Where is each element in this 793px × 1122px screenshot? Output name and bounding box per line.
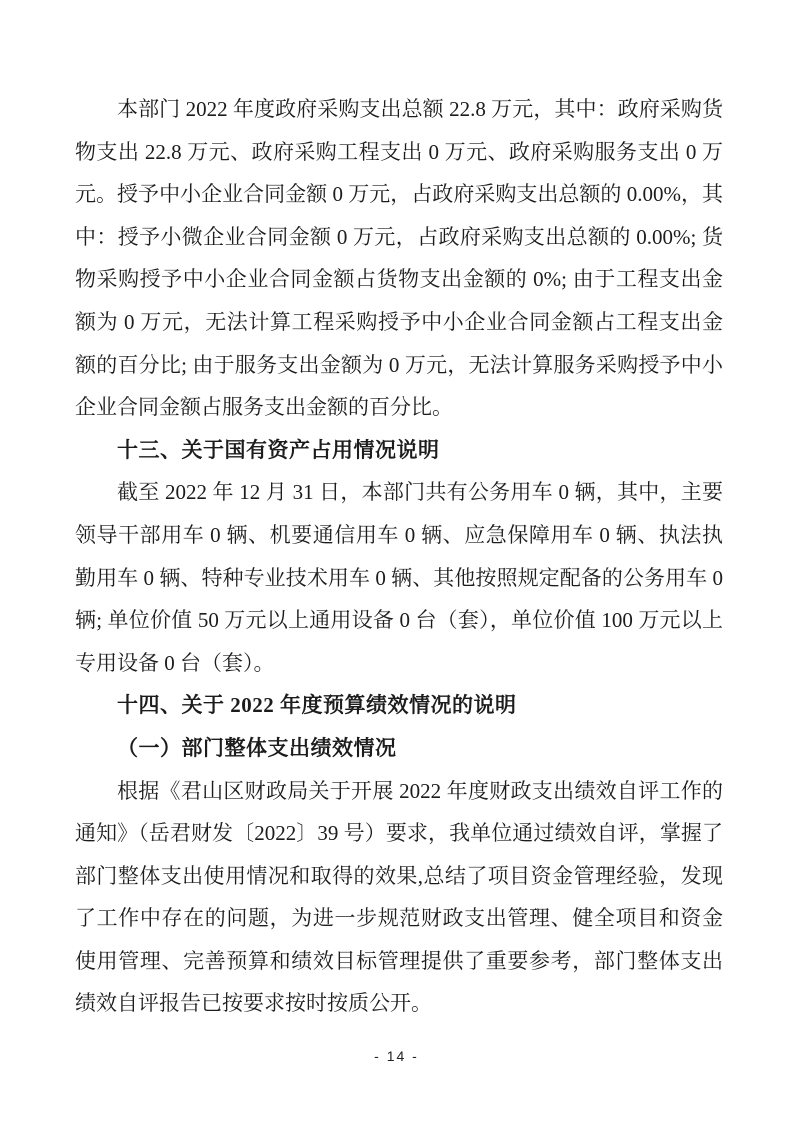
section-heading-state-assets: 十三、关于国有资产占用情况说明 xyxy=(117,437,440,462)
document-body xyxy=(75,88,723,1025)
subsection-heading-overall-expenditure: （一）部门整体支出绩效情况 xyxy=(117,735,397,760)
page-footer xyxy=(0,1048,793,1064)
paragraph-state-assets: 截至 2022 年 12 月 31 日，本部门共有公务用车 0 辆，其中，主要领导干部用车 0 辆、机要通信用车 0 辆、应急保障用车 0 辆、执法执勤用车 0 辆、特种专业技术用车 0 辆、其他按照规定配备的公务用车 0 辆; 单位价值 50 万元以上通用设备 0 台（套），单位价值 100 万元以上专用设备 0 台（套）。 xyxy=(75,480,723,675)
page-number: - 14 - xyxy=(374,1048,419,1064)
section-heading-budget-performance: 十四、关于 2022 年度预算绩效情况的说明 xyxy=(117,693,517,718)
paragraph-government-procurement: 本部门 2022 年度政府采购支出总额 22.8 万元，其中：政府采购货物支出 22.8 万元、政府采购工程支出 0 万元、政府采购服务支出 0 万元。授予中小企业合同金额 0 万元，占政府采购支出总额的 0.00%，其中：授予小微企业合同金额 0 万元，占政府采购支出总额的 0.00%; 货物采购授予中小企业合同金额占货物支出金额的 0%; 由于工程支出金额为 0 万元，无法计算工程采购授予中小企业合同金额占工程支出金额的百分比; 由于服务支出金额为 0 万元，无法计算服务采购授予中小企业合同金额占服务支出金额的百分比。 xyxy=(75,97,723,420)
paragraph-performance-evaluation: 根据《君山区财政局关于开展 2022 年度财政支出绩效自评工作的通知》（岳君财发〔2022〕39 号）要求，我单位通过绩效自评，掌握了部门整体支出使用情况和取得的效果,总结了项目资金管理经验，发现了工作中存在的问题，为进一步规范财政支出管理、健全项目和资金使用管理、完善预算和绩效目标管理提供了重要参考，部门整体支出绩效自评报告已按要求按时按质公开。 xyxy=(75,778,723,1016)
